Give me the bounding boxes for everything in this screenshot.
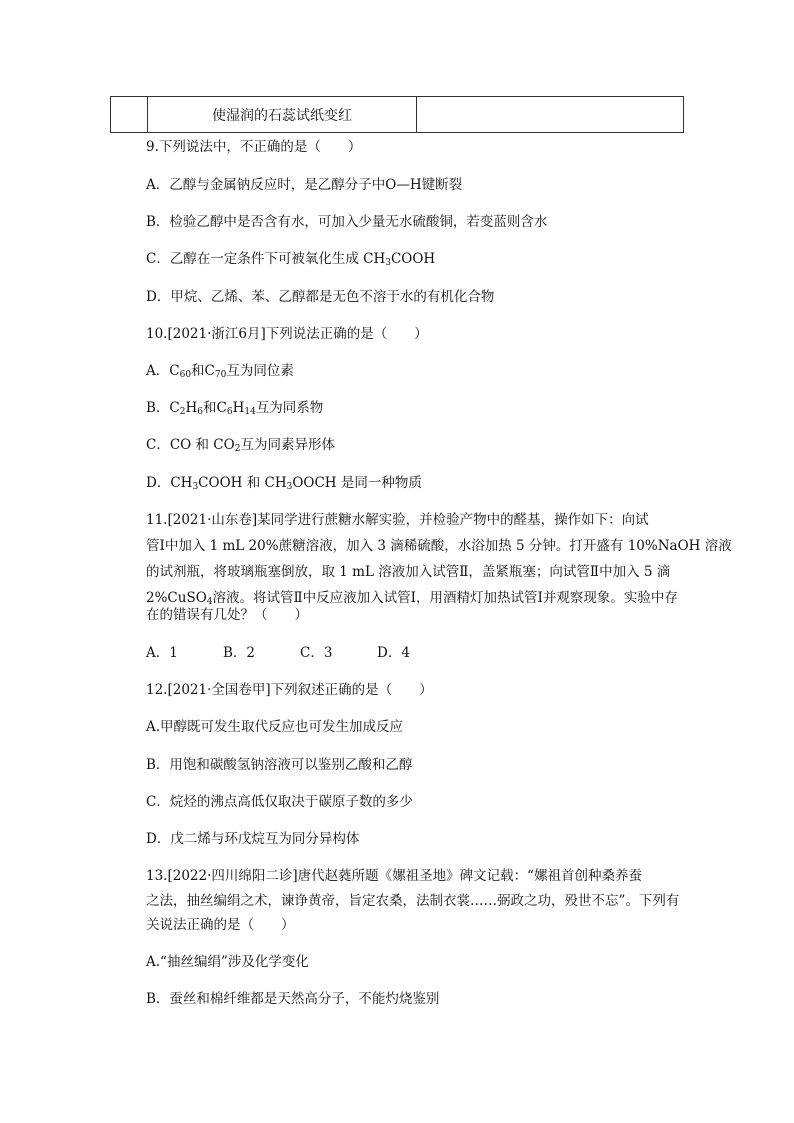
q11-option-c: C．3 — [300, 645, 333, 661]
q11-option-a: A．1 — [146, 645, 178, 661]
q11-line-3: 的试剂瓶，将玻璃瓶塞倒放，取 1 mL 溶液加入试管Ⅱ，盖紧瓶塞；向试管Ⅱ中加入 5 滴 — [146, 564, 671, 580]
q10-option-a: A．$C_{60}$和$C_{70}$互为同位素 — [146, 363, 294, 380]
q9-option-b: B．检验乙醇中是否含有水，可加入少量无水硫酸铜，若变蓝则含水 — [146, 214, 548, 230]
q11-line-1: 11.[2021·山东卷]某同学进行蔗糖水解实验，并检验产物中的醛基，操作如下：向试 — [146, 512, 649, 528]
q11-line-5: 在的错误有几处？（ ） — [146, 607, 308, 623]
q11-options — [146, 644, 454, 662]
q13-line-1: 13.[2022·四川绵阳二诊]唐代赵蕤所题《嫘祖圣地》碑文记载：“嫘祖首创种桑养蚕 — [146, 868, 643, 884]
q13-option-b: B．蚕丝和棉纤维都是天然高分子，不能灼烧鉴别 — [146, 991, 440, 1007]
table-cell-empty — [417, 97, 683, 132]
q9-option-a: A．乙醇与金属钠反应时，是乙醇分子中O—H键断裂 — [146, 177, 463, 193]
table-cell-empty — [111, 97, 148, 132]
q9-stem: 9.下列说法中，不正确的是（ ） — [146, 139, 362, 155]
q11-option-b: B．2 — [223, 645, 256, 661]
q11-option-d: D．4 — [377, 645, 410, 661]
q10-option-d: D．$CH_3COOH$ 和 $CH_3OOCH$ 是同一种物质 — [146, 475, 422, 492]
table-row — [110, 96, 684, 133]
q10-stem: 10.[2021·浙江6月]下列说法正确的是（ ） — [146, 326, 428, 342]
q13-option-a: A.“抽丝编绢”涉及化学变化 — [146, 954, 309, 970]
q12-option-d: D．戊二烯与环戊烷互为同分异构体 — [146, 831, 360, 847]
q9-option-d: D．甲烷、乙烯、苯、乙醇都是无色不溶于水的有机化合物 — [146, 289, 495, 305]
q11-line-2: 管Ⅰ中加入 1 mL 20%蔗糖溶液，加入 3 滴稀硫酸，水浴加热 5 分钟。打开盛有 10%NaOH 溶液 — [146, 538, 732, 554]
q12-option-b: B．用饱和碳酸氢钠溶液可以鉴别乙酸和乙醇 — [146, 757, 413, 773]
q13-line-3: 关说法正确的是（ ） — [146, 917, 295, 933]
q13-line-2: 之法，抽丝编绢之术，谏诤黄帝，旨定农桑，法制衣裳……弼政之功，殁世不忘”。下列有 — [146, 893, 680, 909]
q9-option-c: C．乙醇在一定条件下可被氧化生成 $CH_3COOH$ — [146, 251, 436, 268]
q10-option-c: C．CO 和 $CO_2$互为同素异形体 — [146, 437, 335, 454]
table-cell-text: 使湿润的石蕊试纸变红 — [148, 97, 417, 132]
q12-stem: 12.[2021·全国卷甲]下列叙述正确的是（ ） — [146, 682, 433, 698]
q10-option-b: B．$C_2H_6$和$C_6H_{14}$互为同系物 — [146, 400, 324, 417]
q12-option-c: C．烷烃的沸点高低仅取决于碳原子数的多少 — [146, 794, 413, 810]
q12-option-a: A.甲醇既可发生取代反应也可发生加成反应 — [146, 719, 404, 735]
q11-line-4: 2%CuSO$_4$溶液。将试管Ⅱ中反应液加入试管Ⅰ，用酒精灯加热试管Ⅰ并观察现象。实验中存 — [146, 590, 678, 607]
